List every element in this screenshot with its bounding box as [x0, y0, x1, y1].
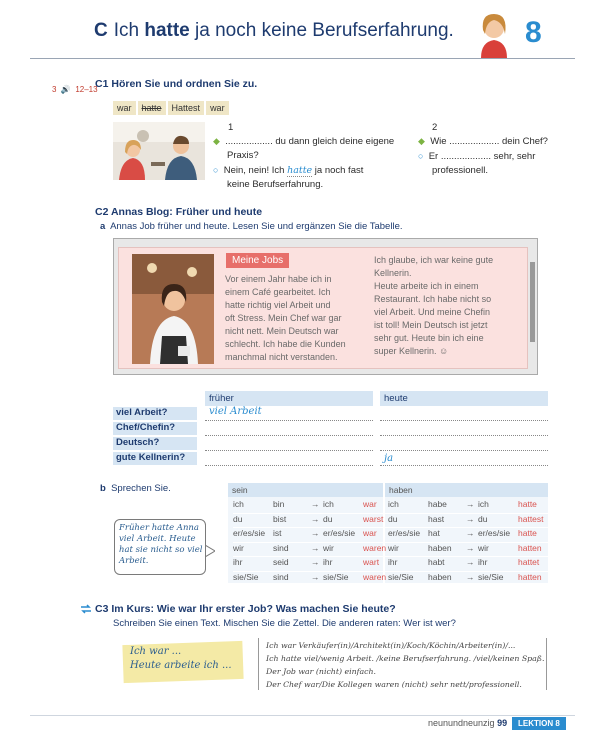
c1-col2-num: 2 [432, 122, 438, 133]
haben-row [388, 499, 552, 514]
diamond-icon: ◆ [418, 136, 425, 146]
blog-line: ist toll! Mein Deutsch ist jetzt [374, 320, 488, 330]
haben-cell: er/es/sie [388, 528, 421, 538]
blog-line: super Kellnerin. ☺ [374, 346, 449, 356]
title-pre: Ich [113, 20, 145, 41]
c1-col1-num: 1 [228, 122, 234, 133]
sein-row [233, 499, 397, 514]
arrow-icon: → [466, 542, 475, 553]
row-deutsch: Deutsch? [113, 437, 197, 450]
blog-line: einem Café gearbeitet. Ich [225, 287, 331, 297]
row-chef: Chef/Chefin? [113, 422, 197, 435]
sein-cell: er/es/sie [323, 528, 356, 538]
blog-line: Restaurant. Ich habe nicht so [374, 294, 492, 304]
haben-cell: hattest [518, 513, 544, 524]
sein-cell: ich [233, 499, 244, 509]
c3-instruction: Schreiben Sie einen Text. Mischen Sie die Zettel. Die anderen raten: Wer ist wer? [113, 618, 456, 629]
diamond-icon: ◆ [213, 136, 220, 146]
page-word: neunundneunzig [428, 718, 495, 728]
sein-cell: wir [323, 542, 334, 553]
blog-line: nicht nett. Mein Deutsch war [225, 326, 339, 336]
note-line: Heute arbeite ich ... [130, 660, 232, 671]
blog-line: viel Arbeit. Und meine Chefin [374, 307, 491, 317]
haben-row [388, 514, 552, 529]
blog-line: oft Stress. Mein Chef war gar [225, 313, 342, 323]
answer-line[interactable] [205, 465, 373, 466]
sein-cell: waren [363, 571, 387, 582]
haben-cell: du [478, 513, 488, 524]
bubble-line: Früher hatte Anna [119, 523, 199, 533]
sein-row [233, 572, 397, 587]
line-2a: Nein, nein! Ich [223, 165, 288, 176]
answer-viel-arbeit[interactable]: viel Arbeit [209, 406, 262, 417]
hint-lines [266, 639, 545, 691]
line-2c: sehr, sehr [491, 151, 536, 162]
word-chips [113, 98, 231, 116]
audio-track[interactable] [52, 79, 98, 97]
woman-portrait-icon [475, 8, 513, 58]
header-divider [30, 58, 575, 59]
hint-bracket-right [546, 638, 547, 690]
sein-cell: bist [273, 513, 287, 524]
sein-cell: sie/Sie [233, 571, 259, 582]
sein-cell: bin [273, 499, 285, 509]
line-2c: keine Berufserfahrung. [227, 179, 324, 190]
haben-cell: hat [428, 528, 440, 538]
arrow-icon: → [311, 557, 320, 567]
row-kellnerin: gute Kellnerin? [113, 452, 197, 465]
answer-line[interactable] [205, 435, 373, 436]
haben-cell: hattet [518, 557, 540, 567]
chip-hattest: Hattest [168, 101, 205, 115]
blank-3[interactable]: ................... [440, 151, 492, 162]
sein-cell: du [233, 513, 243, 524]
answer-line[interactable] [205, 420, 373, 421]
cd-number: 3 [52, 85, 57, 94]
blog-right-text [374, 254, 524, 358]
footer-divider [30, 715, 575, 716]
blog-line: schlecht. Ich habe die Kunden [225, 339, 346, 349]
arrow-icon: → [466, 528, 475, 538]
bubble-line: Arbeit. [119, 556, 149, 566]
c1-title: Hören Sie und ordnen Sie zu. [111, 78, 258, 90]
sein-cell: ihr [323, 557, 333, 567]
bubble-tail [205, 545, 215, 557]
title-bold: hatte [144, 20, 190, 41]
hint-bracket-left [258, 638, 259, 690]
blog-left-text [225, 273, 365, 364]
line-1c: Praxis? [227, 150, 259, 161]
section-letter: C [94, 20, 108, 41]
haben-header: haben [385, 483, 548, 497]
haben-row [388, 528, 552, 543]
sein-cell: er/es/sie [233, 528, 266, 538]
haben-row [388, 543, 552, 558]
sein-cell: wart [363, 557, 380, 567]
haben-cell: hast [428, 513, 445, 524]
page-number [428, 718, 507, 728]
bubble-text [119, 523, 202, 567]
circle-icon: ○ [418, 151, 424, 161]
c1-dialogue-1 [213, 134, 413, 192]
title-post: ja noch keine Berufserfahrung. [189, 20, 454, 41]
sein-cell: warst [363, 513, 384, 524]
c2b-text: Sprechen Sie. [111, 483, 171, 494]
haben-cell: hatte [518, 528, 537, 538]
answer-line[interactable] [380, 435, 548, 436]
sein-cell: waren [363, 542, 387, 553]
line-1c: dein Chef? [499, 136, 548, 147]
blog-line: hatte richtig viel Arbeit und [225, 300, 331, 310]
speaker-icon: 🔊 [60, 85, 71, 94]
haben-cell: ich [478, 499, 489, 509]
arrow-icon: → [311, 542, 320, 553]
blog-line: manchmal nicht verstanden. [225, 352, 338, 362]
haben-cell: ihr [478, 557, 488, 567]
bubble-line: viel Arbeit. Heute [119, 534, 196, 544]
chip-war-2: war [206, 101, 229, 115]
hint-line: Der Job war (nicht) einfach. [266, 667, 377, 676]
blank-1[interactable]: .................. [225, 136, 273, 147]
answer-line[interactable] [380, 420, 548, 421]
c2a-instruction [100, 221, 403, 232]
sein-cell: sind [273, 571, 289, 582]
c3-number: C3 [95, 603, 109, 615]
haben-row [388, 572, 552, 587]
sein-cell: seid [273, 557, 289, 567]
arrow-icon: → [466, 571, 475, 582]
chip-war: war [113, 101, 136, 115]
c3-title: Im Kurs: Wie war Ihr erster Job? Was machen Sie heute? [111, 603, 396, 615]
sein-cell: ihr [233, 557, 243, 567]
circle-icon: ○ [213, 165, 219, 175]
arrow-icon: → [311, 513, 320, 524]
group-work-icon [80, 604, 92, 614]
arrow-icon: → [311, 528, 320, 538]
haben-cell: sie/Sie [478, 571, 504, 582]
sein-cell: sie/Sie [323, 571, 349, 582]
haben-cell: habe [428, 499, 447, 509]
haben-cell: haben [428, 571, 452, 582]
haben-row [388, 557, 552, 572]
sein-cell: ich [323, 499, 334, 509]
c2b-label: b [100, 483, 106, 494]
haben-cell: ich [388, 499, 399, 509]
hint-line: Der Chef war/Die Kollegen waren (nicht) sehr nett/professionell. [266, 680, 522, 689]
sein-row [233, 514, 397, 529]
sein-cell: war [363, 528, 377, 538]
sein-rows [233, 499, 397, 586]
c3-heading [95, 603, 396, 615]
chip-hatte: hatte [138, 101, 166, 115]
arrow-icon: → [466, 557, 475, 567]
haben-cell: du [388, 513, 398, 524]
line-2d: professionell. [432, 165, 488, 176]
c2a-text: Annas Job früher und heute. Lesen Sie und ergänzen Sie die Tabelle. [110, 221, 403, 232]
answer-ja[interactable]: ja [384, 453, 394, 464]
track-range: 12–13 [75, 85, 98, 94]
blank-2[interactable]: ................... [449, 136, 500, 147]
sein-cell: war [363, 499, 377, 509]
c2b-instruction [100, 483, 171, 494]
haben-cell: hatte [518, 499, 537, 509]
note-line: Ich war ... [130, 646, 182, 657]
blog-line: sehr gut. Heute bin ich eine [374, 333, 484, 343]
page-num: 99 [497, 718, 508, 728]
col-frueher: früher [205, 391, 373, 406]
c1-number: C1 [95, 78, 109, 90]
blog-line: Kellnerin. [374, 268, 412, 278]
answer-line[interactable] [205, 450, 373, 451]
waitress-photo [132, 254, 214, 364]
lesson-tag: LEKTION 8 [512, 717, 566, 730]
haben-cell: sie/Sie [388, 571, 414, 582]
page-title [94, 20, 454, 42]
haben-rows [388, 499, 552, 586]
sein-row [233, 557, 397, 572]
hint-line: Ich hatte viel/wenig Arbeit. /keine Berufserfahrung. /viel/keinen Spaß. [266, 654, 545, 663]
blog-title: Meine Jobs [226, 253, 289, 268]
line-1b: du dann gleich deine eigene [272, 136, 395, 147]
arrow-icon: → [311, 499, 320, 509]
blog-line: Vor einem Jahr habe ich in [225, 274, 332, 284]
sein-header: sein [228, 483, 383, 497]
sein-row [233, 543, 397, 558]
answer-hatte[interactable]: hatte [287, 165, 313, 176]
answer-line[interactable] [380, 450, 548, 451]
arrow-icon: → [311, 571, 320, 582]
haben-cell: haben [428, 542, 452, 553]
line-1a: Wie [430, 136, 450, 147]
haben-cell: wir [388, 542, 399, 553]
row-viel-arbeit: viel Arbeit? [113, 407, 197, 420]
sein-cell: du [323, 513, 333, 524]
c2-number: C2 [95, 206, 109, 218]
haben-cell: hatten [518, 571, 542, 582]
c1-photo [113, 122, 205, 180]
c2-title: Annas Blog: Früher und heute [110, 206, 263, 218]
arrow-icon: → [466, 499, 475, 509]
sein-cell: sind [273, 542, 289, 553]
line-2b: ja noch fast [312, 165, 364, 176]
c1-dialogue-2 [418, 134, 578, 178]
c2a-label: a [100, 221, 106, 232]
c1-heading [95, 78, 257, 90]
sein-row [233, 528, 397, 543]
sein-cell: wir [233, 542, 244, 553]
blog-scrollbar[interactable] [530, 262, 535, 342]
answer-line[interactable] [380, 465, 548, 466]
haben-cell: wir [478, 542, 489, 553]
hint-line: Ich war Verkäufer(in)/Architekt(in)/Koch/Köchin/Arbeiter(in)/... [266, 641, 516, 650]
haben-cell: ihr [388, 557, 398, 567]
lesson-number: 8 [525, 16, 542, 49]
blog-line: Heute arbeite ich in einem [374, 281, 479, 291]
haben-cell: hatten [518, 542, 542, 553]
c2-heading [95, 206, 262, 218]
note-text [130, 645, 232, 673]
arrow-icon: → [466, 513, 475, 524]
haben-cell: er/es/sie [478, 528, 511, 538]
haben-cell: habt [428, 557, 445, 567]
line-2a: Er [428, 151, 441, 162]
sein-cell: ist [273, 528, 282, 538]
col-heute: heute [380, 391, 548, 406]
blog-line: Ich glaube, ich war keine gute [374, 255, 494, 265]
bubble-line: hat sie nicht so viel [119, 545, 203, 555]
